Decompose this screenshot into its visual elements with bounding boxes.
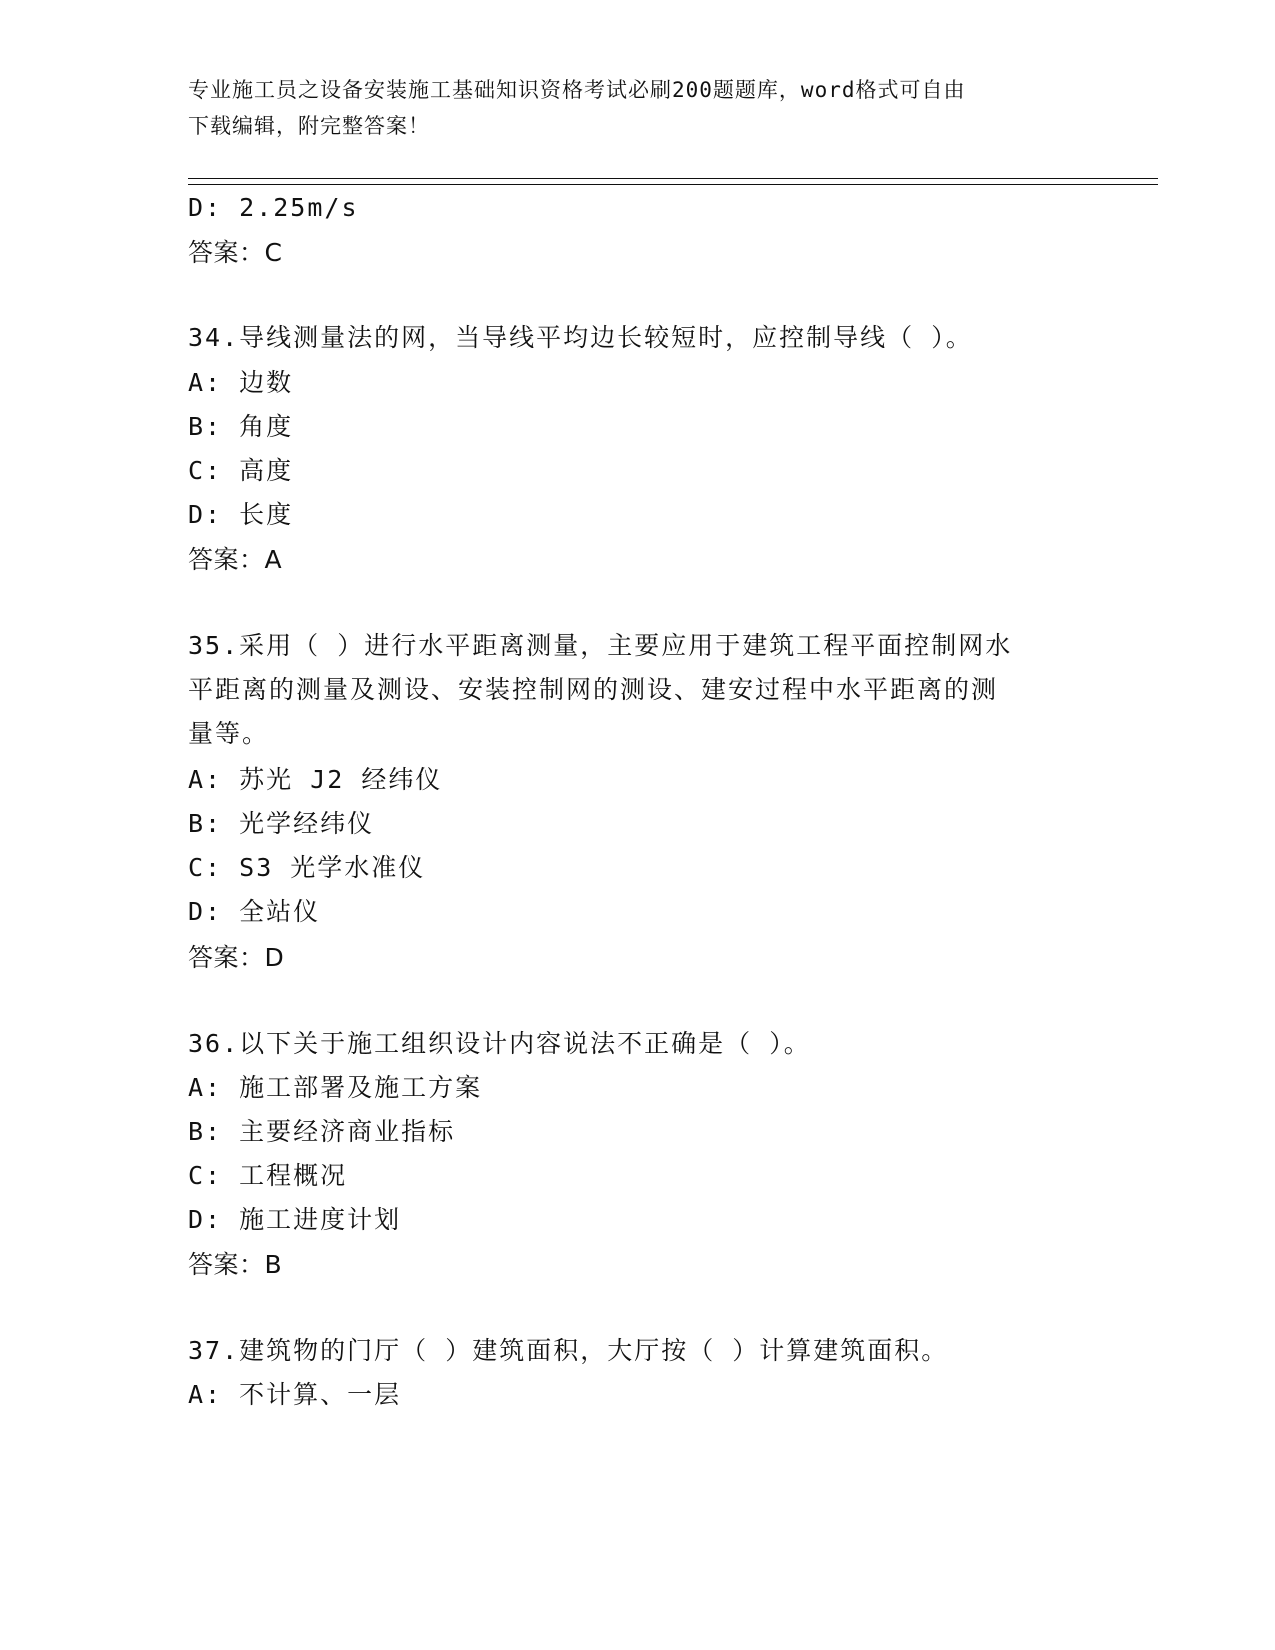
q36-option-d: D: 施工进度计划 [188,1205,402,1234]
q34-option-c: C: 高度 [188,456,294,485]
header-line-2: 下载编辑，附完整答案！ [188,114,430,138]
q36-stem: 36.以下关于施工组织设计内容说法不正确是（ ）。 [188,1029,811,1058]
q35-stem-line-3: 量等。 [188,719,270,748]
q36-option-c: C: 工程概况 [188,1161,348,1190]
header-divider-top [188,178,1158,179]
q36-answer: 答案：B [188,1250,283,1279]
q33-option-d: D: 2.25m/s [188,193,359,222]
q35-stem-line-2: 平距离的测量及测设、安装控制网的测设、建安过程中水平距离的测 [188,675,999,704]
q37-option-a: A: 不计算、一层 [188,1380,402,1409]
q34-option-a: A: 边数 [188,368,294,397]
q34-option-b: B: 角度 [188,412,294,441]
q36-option-a: A: 施工部署及施工方案 [188,1073,483,1102]
q33-answer: 答案：C [188,238,283,267]
document-header [188,72,1088,144]
q35-option-c: C: S3 光学水准仪 [188,853,426,882]
q37-stem: 37.建筑物的门厅（ ）建筑面积，大厅按（ ）计算建筑面积。 [188,1336,949,1365]
q35-answer: 答案：D [188,943,285,972]
q34-answer: 答案：A [188,545,283,574]
q35-option-b: B: 光学经纬仪 [188,809,375,838]
q34-option-d: D: 长度 [188,500,294,529]
q35-option-a: A: 苏光 J2 经纬仪 [188,765,443,794]
q35-stem-line-1: 35.采用（ ）进行水平距离测量，主要应用于建筑工程平面控制网水 [188,631,1013,660]
header-line-1: 专业施工员之设备安装施工基础知识资格考试必刷200题题库，word格式可自由 [188,78,966,102]
q35-option-d: D: 全站仪 [188,897,321,926]
q34-stem: 34.导线测量法的网，当导线平均边长较短时，应控制导线（ ）。 [188,323,973,352]
q36-option-b: B: 主要经济商业指标 [188,1117,456,1146]
